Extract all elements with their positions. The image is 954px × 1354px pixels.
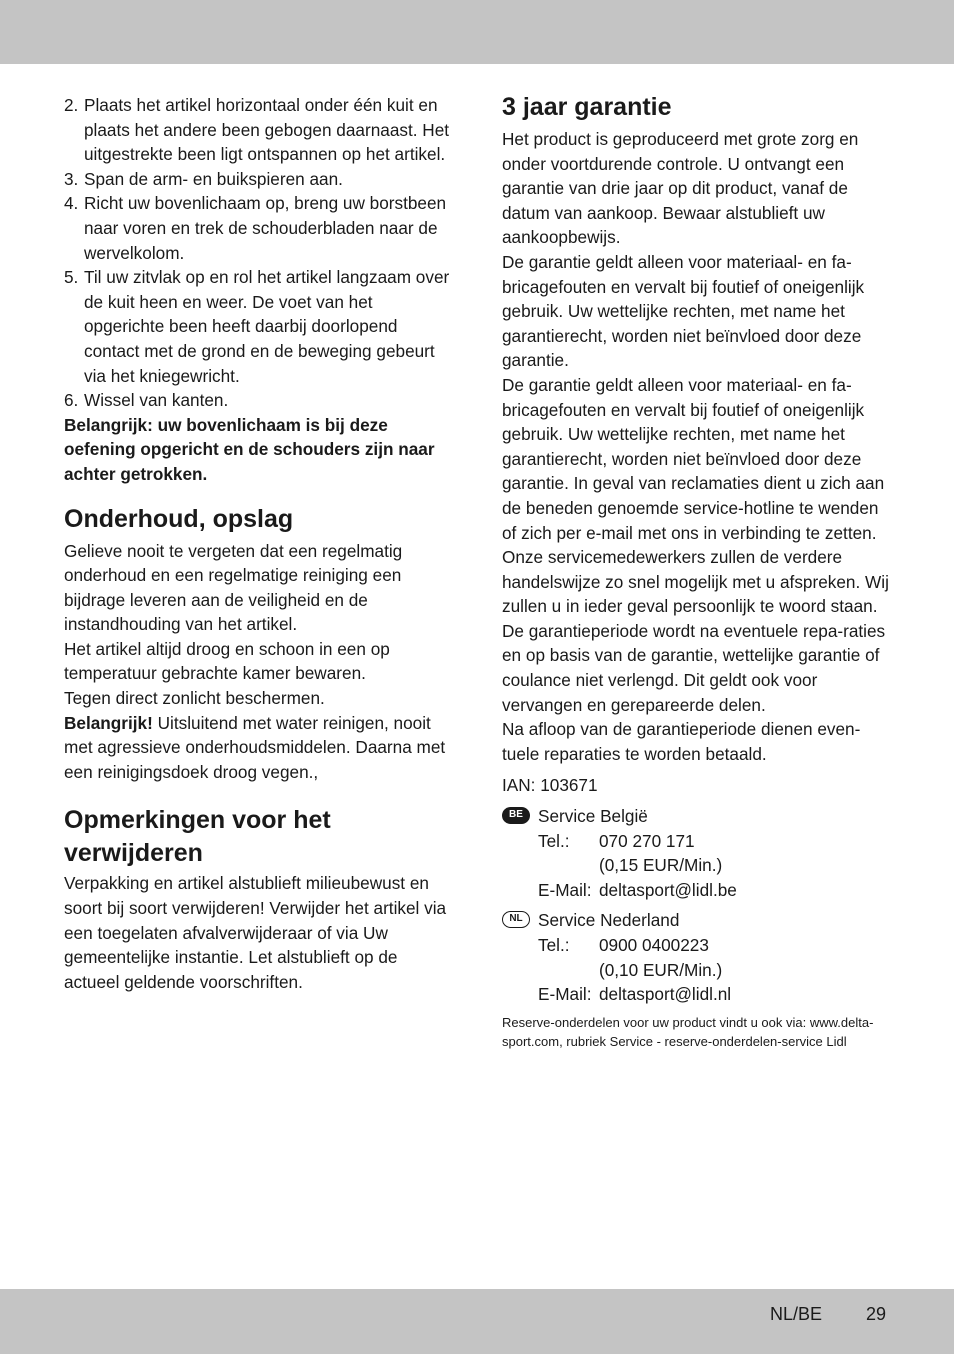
warranty-heading: 3 jaar garantie <box>502 93 672 121</box>
step-text: Wissel van kanten. <box>84 390 229 411</box>
email-address: deltasport@lidl.be <box>599 879 737 900</box>
service-name: Service België <box>538 806 648 827</box>
step-number: 2. <box>64 95 79 115</box>
ian-number: IAN: 103671 <box>502 775 598 796</box>
right-column <box>502 93 894 1051</box>
step-5 <box>64 265 456 388</box>
email-row <box>538 878 894 903</box>
spare-parts-note: Reserve-onderdelen voor uw product vindt u ook via: www.delta-sport.com, rubriek Service - reserve-onderdelen-service Lidl <box>502 1014 874 1049</box>
left-column <box>64 93 456 994</box>
step-text: Span de arm- en buikspieren aan. <box>84 168 343 189</box>
warranty-paragraph-3: De garantie geldt alleen voor materiaal- en fa-bricagefouten en vervalt bij foutief of oneigenlijk gebruik. Uw wettelijke rechten, met name het garantierecht, worden niet beïnvloed door deze garantie. In geval van reclamaties dient u zich aan de beneden genoemde service-hotline te wenden of zich per e-mail met ons in verbinding te zetten. Onze servicemedewerkers zullen de verdere handelswijze zo snel mogelijk met u afspreken. Wij zullen u in ieder geval persoonlijk te woord staan. <box>502 374 889 617</box>
step-text: Richt uw bovenlichaam op, breng uw borstbeen naar voren en trek de schouderbladen naar de wervelkolom. <box>84 193 447 263</box>
rate-row <box>538 853 894 878</box>
disposal-heading: Opmerkingen voor het verwijderen <box>64 806 331 868</box>
disposal-paragraph: Verpakking en artikel alstublieft milieubewust en soort bij soort verwijderen! Verwijder het artikel via een toegelaten afvalverwijderaar of via Uw gemeentelijke instantie. Let alstublieft op de actueel geldende voorschriften. <box>64 873 447 992</box>
step-4 <box>64 191 456 265</box>
step-6 <box>64 388 456 413</box>
phone-number: 0900 0400223 <box>599 935 709 955</box>
phone-label: Tel.: <box>538 935 570 955</box>
footer-language: NL/BE <box>770 1304 823 1324</box>
warranty-paragraph-5: Na afloop van de garantieperiode dienen even-tuele reparaties te worden betaald. <box>502 719 861 764</box>
step-text: Plaats het artikel horizontaal onder één kuit en plaats het andere been gebogen daarnaast. Het uitgestrekte been ligt ontspannen op het artikel. <box>84 95 450 165</box>
step-number: 5. <box>64 267 79 288</box>
maintenance-heading: Onderhoud, opslag <box>64 504 294 533</box>
warranty-paragraph-4: De garantieperiode wordt na eventuele repa-raties en op basis van de garantie, wettelijke garantie of coulance niet verlengd. Dit geldt ook voor vervangen en gerepareerde delen. <box>502 620 886 715</box>
exercise-steps <box>64 93 456 413</box>
maintenance-paragraph-1: Gelieve nooit te vergeten dat een regelmatig onderhoud en een regelmatige reiniging een bijdrage leveren aan de veiligheid en de instandhouding van het artikel. <box>64 540 403 635</box>
phone-label: Tel.: <box>538 830 570 851</box>
step-number: 3. <box>64 168 79 189</box>
service-belgium <box>502 804 894 902</box>
important-text: Uitsluitend met water reinigen, nooit met agressieve onderhoudsmiddelen. Daarna met een reinigingsdoek droog vegen., <box>64 712 446 782</box>
email-address: deltasport@lidl.nl <box>599 984 732 1005</box>
phone-number: 070 270 171 <box>599 830 695 851</box>
maintenance-important <box>64 711 456 785</box>
call-rate: (0,15 EUR/Min.) <box>599 855 723 876</box>
exercise-important-note: Belangrijk: uw bovenlichaam is bij deze oefening opgericht en de schouders zijn naar achter getrokken. <box>64 414 435 484</box>
warranty-paragraph-2: De garantie geldt alleen voor materiaal- en fa-bricagefouten en vervalt bij foutief of oneigenlijk gebruik. Uw wettelijke rechten, met name het garantierecht, worden niet beïnvloed door deze garantie. <box>502 251 865 371</box>
maintenance-paragraph-3: Tegen direct zonlicht beschermen. <box>64 688 325 709</box>
page-number: 29 <box>866 1304 887 1324</box>
step-3 <box>64 167 456 192</box>
email-row <box>538 982 894 1007</box>
email-label: E-Mail: <box>538 879 592 900</box>
service-name: Service Nederland <box>538 910 680 931</box>
step-2 <box>64 93 456 167</box>
service-netherlands <box>502 908 894 1006</box>
warranty-paragraph-1: Het product is geproduceerd met grote zorg en onder voortdurende controle. U ontvangt een garantie van drie jaar op dit product, vanaf de datum van aankoop. Bewaar alstublieft uw aankoopbewijs. <box>502 129 859 248</box>
email-label: E-Mail: <box>538 984 592 1005</box>
country-badge-nl: NL <box>502 911 530 928</box>
step-number: 6. <box>64 390 79 411</box>
step-text: Til uw zitvlak op en rol het artikel langzaam over de kuit heen en weer. De voet van het opgerichte been heeft daarbij doorlopend contact met de grond en de beweging gebeurt via het kniegewricht. <box>84 267 450 386</box>
rate-row <box>538 958 894 983</box>
call-rate: (0,10 EUR/Min.) <box>599 959 723 980</box>
phone-row <box>538 829 894 854</box>
country-badge-be: BE <box>502 807 530 824</box>
phone-row <box>538 933 894 958</box>
header-bar <box>0 0 954 64</box>
step-number: 4. <box>64 193 79 214</box>
maintenance-paragraph-2: Het artikel altijd droog en schoon in een op temperatuur gebrachte kamer bewaren. <box>64 638 390 684</box>
important-label: Belangrijk! <box>64 712 153 733</box>
